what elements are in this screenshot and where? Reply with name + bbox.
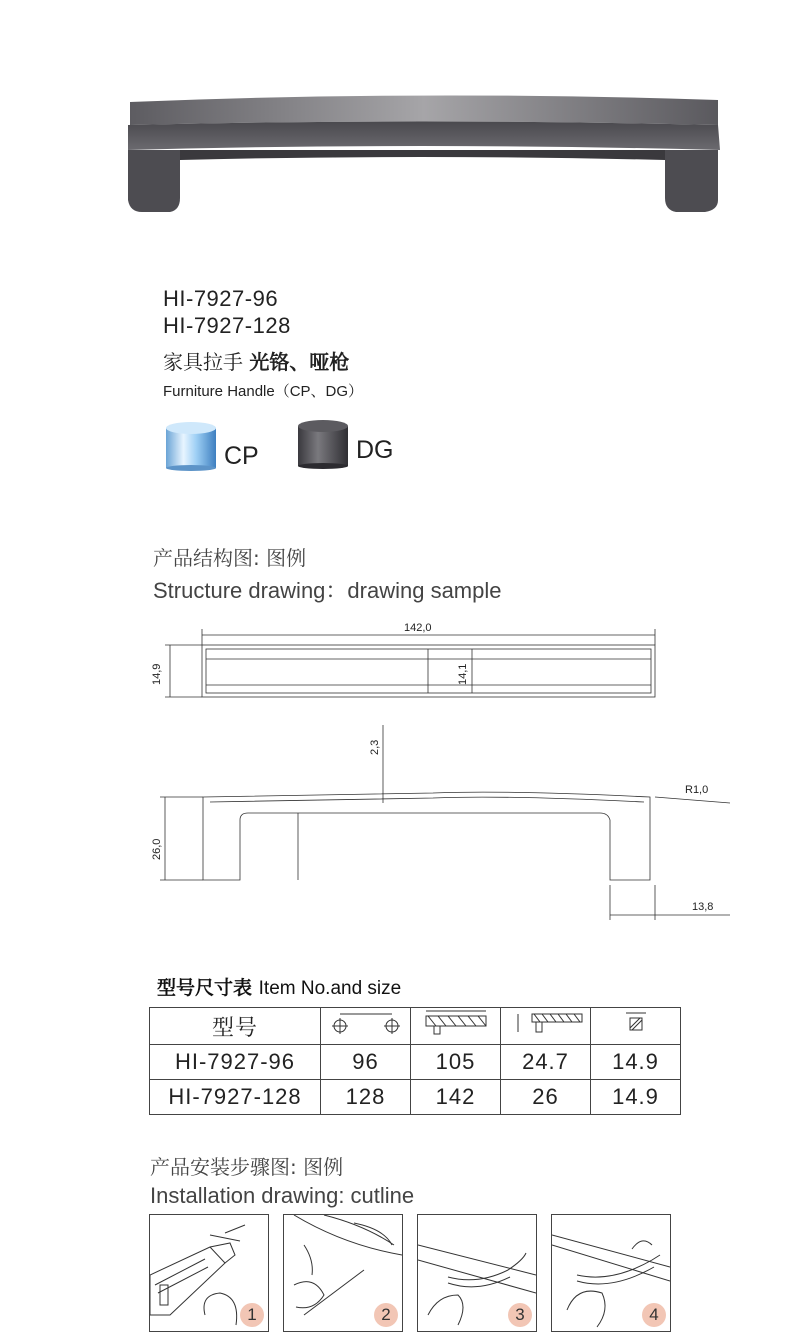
dim-bow: 2,3 (369, 739, 381, 755)
step-number: 2 (374, 1303, 398, 1327)
cell-width: 14.9 (591, 1045, 681, 1080)
structure-heading-cn: 产品结构图: 图例 (153, 546, 307, 570)
finish-label-dg: DG (356, 436, 394, 464)
product-photo (120, 90, 720, 220)
step-number: 4 (642, 1303, 666, 1327)
dim-inner-width: 14,1 (457, 663, 469, 685)
size-table-heading-cn: 型号尺寸表 (157, 977, 253, 999)
header-model: 型号 (150, 1008, 321, 1045)
width-icon (591, 1008, 681, 1045)
product-title-en: Furniture Handle（CP、DG） (163, 383, 364, 400)
cell-hole-spacing: 128 (321, 1080, 411, 1115)
chrome-cylinder-swatch-icon (164, 420, 220, 472)
height-icon (501, 1008, 591, 1045)
table-row (150, 1080, 681, 1115)
model-number: HI-7927-96 (163, 286, 279, 311)
cell-model: HI-7927-128 (150, 1080, 321, 1115)
hole-spacing-icon (321, 1008, 411, 1045)
cell-height: 26 (501, 1080, 591, 1115)
cell-length: 105 (411, 1045, 501, 1080)
table-row (150, 1045, 681, 1080)
install-step-4 (551, 1214, 671, 1332)
gunmetal-cylinder-swatch-icon (296, 418, 352, 470)
top-view-drawing (150, 615, 710, 705)
cell-length: 142 (411, 1080, 501, 1115)
install-step-2 (283, 1214, 403, 1332)
cell-hole-spacing: 96 (321, 1045, 411, 1080)
dim-radius: R1,0 (685, 784, 709, 796)
side-view-drawing (150, 715, 750, 930)
cell-width: 14.9 (591, 1080, 681, 1115)
dim-width: 14,9 (151, 663, 163, 685)
step-number: 1 (240, 1303, 264, 1327)
finish-label-cp: CP (224, 442, 259, 470)
overall-length-icon (411, 1008, 501, 1045)
table-header-row (150, 1008, 681, 1045)
dim-height: 26,0 (151, 838, 163, 860)
product-title-cn: 家具拉手 (163, 350, 243, 374)
model-number: HI-7927-128 (163, 313, 291, 338)
installation-heading-cn: 产品安装步骤图: 图例 (150, 1155, 344, 1179)
size-table-heading-en: Item No.and size (258, 978, 402, 999)
dim-foot: 13,8 (692, 901, 714, 913)
cell-model: HI-7927-96 (150, 1045, 321, 1080)
structure-heading-en: Structure drawing：drawing sample (153, 578, 502, 603)
size-table (149, 1007, 681, 1115)
product-finish-cn: 光铬、哑枪 (249, 350, 350, 374)
step-number: 3 (508, 1303, 532, 1327)
install-step-1 (149, 1214, 269, 1332)
install-step-3 (417, 1214, 537, 1332)
cell-height: 24.7 (501, 1045, 591, 1080)
installation-heading-en: Installation drawing: cutline (150, 1183, 415, 1208)
dim-length: 142,0 (404, 622, 432, 634)
